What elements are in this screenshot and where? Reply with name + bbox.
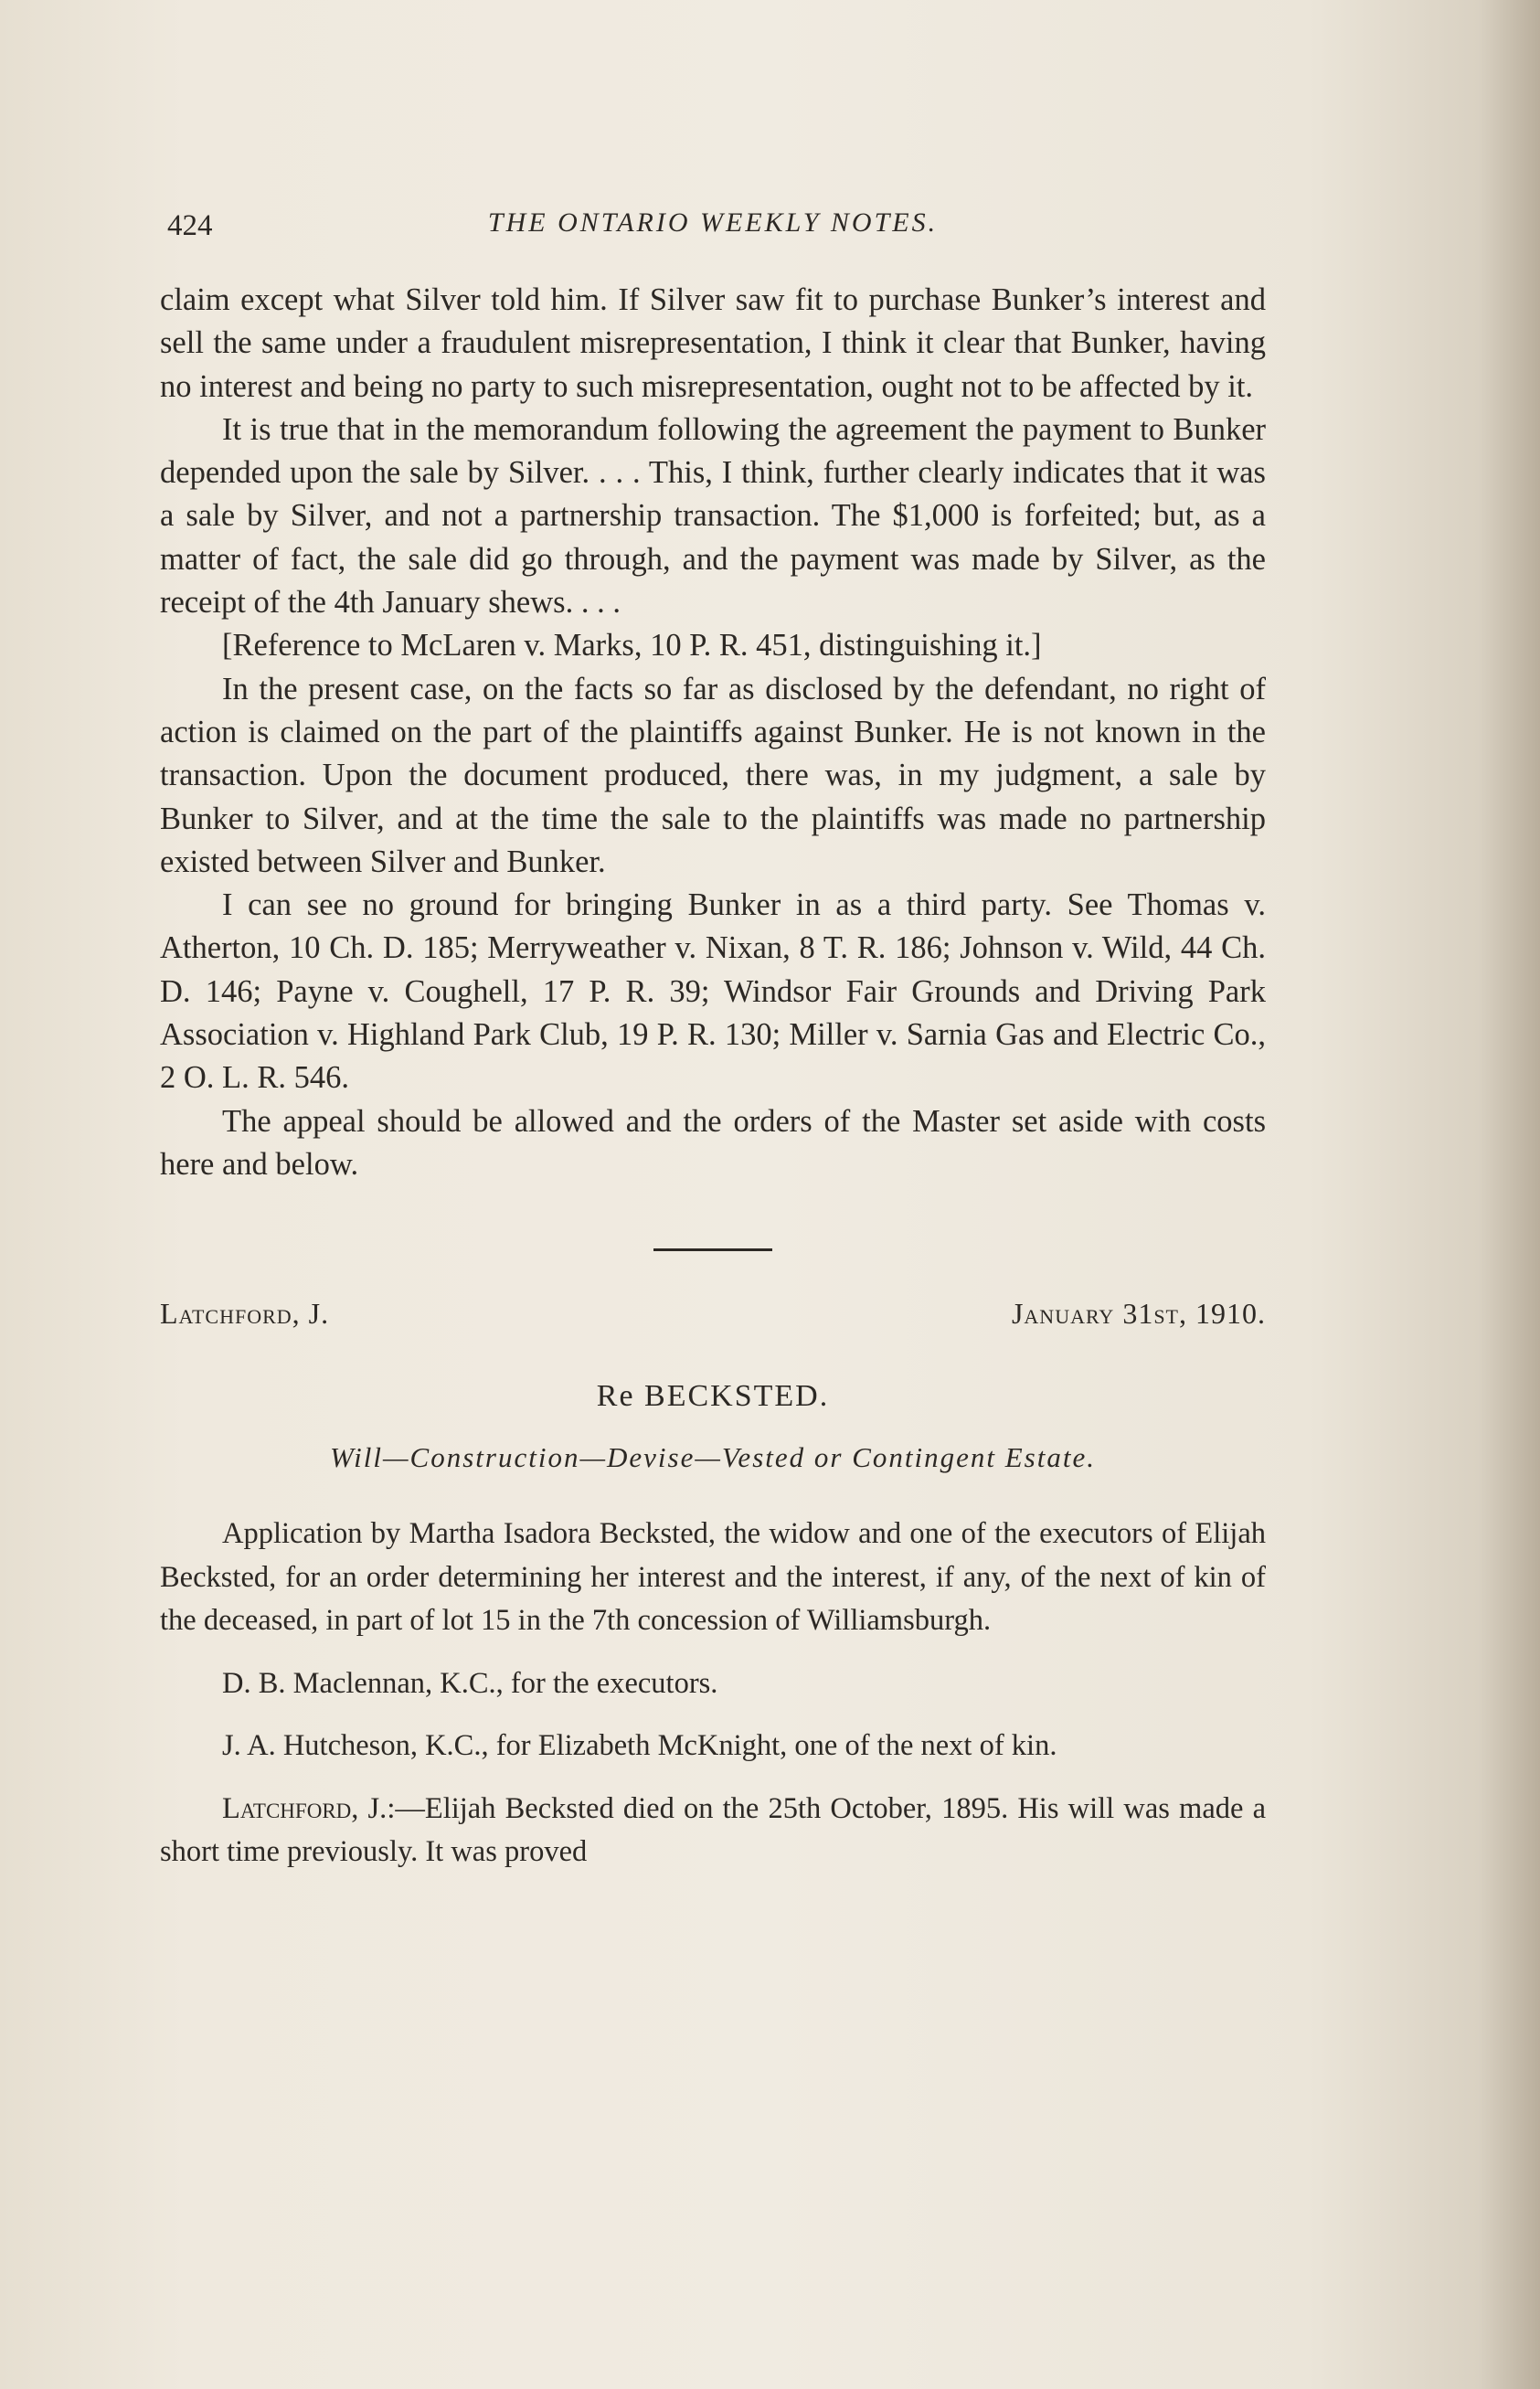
case-date: January 31st, 1910. — [1011, 1297, 1266, 1331]
document-page — [160, 196, 1266, 1894]
judgment-text: :—Elijah Becksted died on the 25th October, 1895. His will was made a short time previously. It was proved — [160, 1791, 1266, 1869]
paragraph: J. A. Hutcheson, K.C., for Elizabeth McKnight, one of the next of kin. — [222, 1729, 1057, 1763]
running-title: THE ONTARIO WEEKLY NOTES. — [487, 207, 939, 238]
case-subject-headnote: Will—Construction—Devise—Vested or Contingent Estate. — [330, 1441, 1096, 1474]
page-number: 424 — [167, 209, 213, 242]
judgment-opening-paragraph — [160, 1788, 1266, 1874]
previous-judgment-text — [160, 279, 1266, 1186]
paragraph: It is true that in the memorandum following the agreement the payment to Bunker depended upon the sale by Silver. . . . This, I think, further clearly indicates that it was a sale by Silver, and not a partnership transaction. The $1,000 is forfeited; but, as a matter of fact, the sale did go through, and the payment was made by Silver, as the receipt of the 4th January shews. . . . — [160, 411, 1266, 621]
section-divider — [653, 1248, 772, 1251]
page-header — [160, 196, 1266, 251]
paragraph: D. B. Maclennan, K.C., for the executors. — [222, 1666, 718, 1700]
paragraph: claim except what Silver told him. If Silver saw fit to purchase Bunker’s interest and sell the same under a fraudulent misrepresentation, I think it clear that Bunker, having no interest and being no party to such misrepresentation, ought not to be affected by it. — [160, 282, 1266, 404]
case-text — [160, 1513, 1266, 1874]
paragraph: The appeal should be allowed and the orders of the Master set aside with costs here and below. — [160, 1103, 1266, 1182]
paragraph: Application by Martha Isadora Becksted, the widow and one of the executors of Elijah Becksted, for an order determining her interest and the interest, if any, of the next of kin of the deceased, in part of lot 15 in the 7th concession of Williamsburgh. — [160, 1517, 1266, 1638]
case-title: Re BECKSTED. — [596, 1379, 830, 1414]
paragraph: I can see no ground for bringing Bunker in as a third party. See Thomas v. Atherton, 10 Ch. D. 185; Merryweather v. Nixan, 8 T. R. 186; Johnson v. Wild, 44 Ch. D. 146; Payne v. Coughell, 17 P. R. 39; Windsor Fair Grounds and Driving Park Association v. Highland Park Club, 19 P. R. 130; Miller v. Sarnia Gas and Electric Co., 2 O. L. R. 546. — [160, 887, 1266, 1096]
paragraph: [Reference to McLaren v. Marks, 10 P. R. 451, distinguishing it.] — [222, 628, 1042, 664]
case-judge: Latchford, J. — [160, 1297, 330, 1331]
judgment-judge: Latchford, J. — [222, 1791, 388, 1825]
paragraph: In the present case, on the facts so far as disclosed by the defendant, no right of action is claimed on the part of the plaintiffs against Bunker. He is not known in the transaction. Upon the document produced, there was, in my judgment, a sale by Bunker to Silver, and at the time the sale to the plaintiffs was made no partnership existed between Silver and Bunker. — [160, 671, 1266, 879]
case-judge-date-line — [160, 1297, 1266, 1343]
